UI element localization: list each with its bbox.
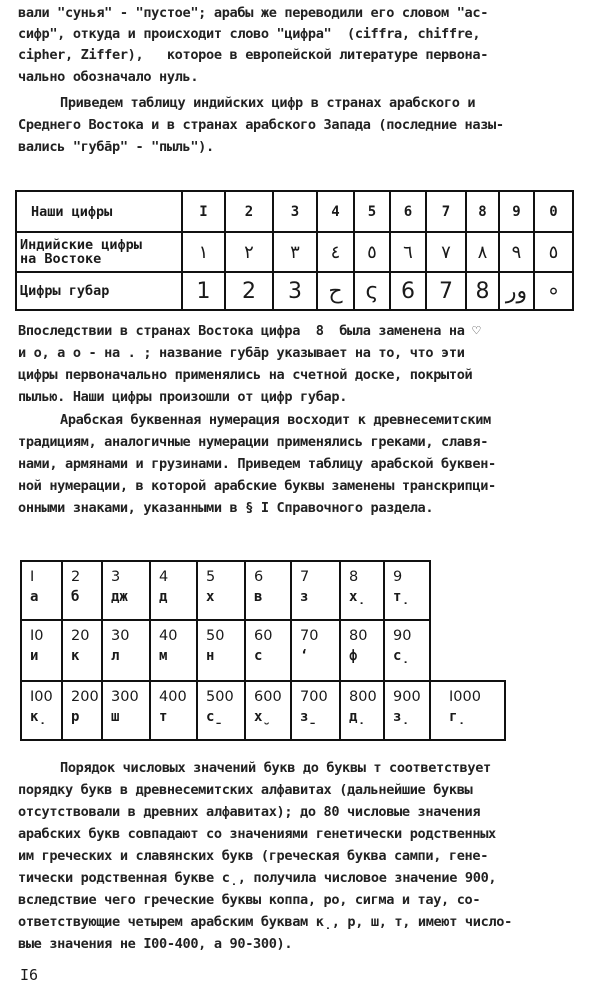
text-line: отсутствовали в древних алфавитах); до 80 числовые значения [18,804,481,820]
text-line: сифр", откуда и происходит слово "цифра" (ciffra, chiffre, [18,26,481,42]
text-line: нами, армянами и грузинами. Приведем таблицу арабской буквен- [18,456,496,472]
cell-number: 300 [111,689,139,705]
letters-table [20,560,506,741]
text-line: Приведем таблицу индийских цифр в странах арабского и [60,95,476,111]
cell-number: 8 [349,569,359,585]
cell-letter: дж [111,589,128,605]
table-cell: ٢ [225,232,273,272]
table-cell [102,620,150,681]
page-number: I6 [20,966,39,984]
cell-letter: д̣ [349,709,366,725]
table-cell: ٥ [354,232,390,272]
cell-number: 200 [71,689,99,705]
text-line: цифры первоначально применялись на счетной доске, покрытой [18,367,473,383]
table-cell: 2 [225,272,273,310]
cell-number: 6 [254,569,264,585]
text-line: традициям, аналогичные нумерации применялись греками, славя- [18,434,489,450]
table-cell: ١ [182,232,225,272]
table-cell [197,681,245,740]
cell-letter: к [71,648,80,664]
cell-letter: м [159,648,168,664]
table-cell: 9 [499,191,534,232]
cell-number: 500 [206,689,234,705]
cell-letter: х̣ [349,589,366,605]
table-cell [430,681,505,740]
cell-letter: з̣ [393,709,410,725]
cell-number: 7 [300,569,310,585]
table-cell [62,561,102,620]
cell-number: 90 [393,628,412,644]
table-cell [291,620,340,681]
table-cell: ٩ [499,232,534,272]
row-label: Цифры губар [16,272,182,310]
cell-letter: н [206,648,215,664]
cell-number: 700 [300,689,328,705]
cell-number: I0 [30,628,44,644]
table-cell: ς [354,272,390,310]
cell-number: 5 [206,569,216,585]
table-cell: 6 [390,272,426,310]
table-cell [102,561,150,620]
table-cell [21,561,62,620]
table-cell: I [182,191,225,232]
cell-number: 4 [159,569,169,585]
label-line: Индийские цифры [20,237,142,253]
text-line: ной нумерации, в которой арабские буквы заменены транскрипци- [18,478,496,494]
table-cell: ٦ [390,232,426,272]
text-line: Арабская буквенная нумерация восходит к древнесемитским [60,412,491,428]
table-cell: 8 [466,272,499,310]
cell-letter: х̮ [254,709,271,725]
cell-number: 60 [254,628,273,644]
text-line: им греческих и славянских букв (греческая буква сампи, гене- [18,848,489,864]
text-line: вали "сунья" - "пустое"; арабы же переводили его словом "ас- [18,5,489,21]
table-cell: 5 [354,191,390,232]
cell-letter: з̱ [300,709,317,725]
table-cell: ٤ [317,232,354,272]
cell-number: 70 [300,628,319,644]
table-cell: 8 [466,191,499,232]
table-cell: 3 [273,272,317,310]
table-cell [150,620,197,681]
row-label: Наши цифры [16,191,182,232]
table-cell [197,561,245,620]
cell-number: I00 [30,689,53,705]
cell-letter: т̣ [393,589,410,605]
table-cell: ∘ [534,272,573,310]
cell-number: 50 [206,628,225,644]
table-row [21,620,505,681]
text-line: чально обозначало нуль. [18,69,199,85]
table-cell: ح [317,272,354,310]
cell-letter: с̣ [393,648,410,664]
cell-letter: д [159,589,168,605]
cell-number: 20 [71,628,90,644]
table-row [21,561,505,620]
cell-letter: ʻ [300,648,309,664]
table-cell [62,681,102,740]
table-cell [384,620,430,681]
label-line: на Востоке [20,251,102,267]
table-cell [21,681,62,740]
table-cell: ٥ [534,232,573,272]
table-cell [291,681,340,740]
table-cell [340,620,384,681]
cell-letter: т [159,709,168,725]
cell-number: I000 [449,689,481,705]
text-line: вые значения не I00-400, а 90-300). [18,936,293,952]
cell-number: 9 [393,569,403,585]
table-cell [245,561,291,620]
table-cell: 3 [273,191,317,232]
cell-number: 30 [111,628,130,644]
text-line: cipher, Ziffer), которое в европейской литературе первона- [18,47,489,63]
row-label [16,232,182,272]
text-line: ответствующие четырем арабским буквам к̣, р, ш, т, имеют число- [18,914,512,930]
cell-letter: х [206,589,215,605]
cell-number: 80 [349,628,368,644]
cell-letter: г̣ [449,709,466,725]
cell-letter: и [30,648,39,664]
cell-number: 400 [159,689,187,705]
table-cell: ٣ [273,232,317,272]
table-cell: 4 [317,191,354,232]
cell-number: I [30,569,35,585]
table-cell [340,681,384,740]
table-row [21,681,505,740]
table-cell: 6 [390,191,426,232]
table-cell: 7 [426,191,466,232]
table-cell [21,620,62,681]
table-cell [197,620,245,681]
cell-letter: л [111,648,120,664]
digits-table [15,190,574,311]
table-cell: 1 [182,272,225,310]
cell-letter: р [71,709,80,725]
cell-letter: к̣ [30,709,47,725]
table-row [16,272,573,310]
table-cell [384,681,430,740]
cell-letter: с̱ [206,709,223,725]
table-cell [150,561,197,620]
cell-number: 900 [393,689,421,705]
cell-number: 2 [71,569,81,585]
table-cell [102,681,150,740]
text-line: Порядок числовых значений букв до буквы т соответствует [60,760,491,776]
text-line: пылью. Наши цифры произошли от цифр губар. [18,389,348,405]
cell-letter: а [30,589,39,605]
table-cell [291,561,340,620]
table-row [16,232,573,272]
table-cell: ٨ [466,232,499,272]
cell-number: 800 [349,689,377,705]
empty-cell [430,620,505,681]
text-line: онными знаками, указанными в § I Справочного раздела. [18,500,434,516]
table-cell [245,620,291,681]
table-cell [62,620,102,681]
table-cell [340,561,384,620]
text-line: арабских букв совпадают со значениями генетически родственных [18,826,496,842]
cell-letter: ф [349,648,358,664]
text-line: вследствие чего греческие буквы коппа, ро, сигма и тау, со- [18,892,481,908]
cell-letter: з [300,589,309,605]
table-cell: ور [499,272,534,310]
cell-number: 40 [159,628,178,644]
text-line: вались "губāр" - "пыль"). [18,139,214,155]
cell-number: 600 [254,689,282,705]
cell-number: 3 [111,569,121,585]
text-line: тически родственная букве с̣, получила числовое значение 900, [18,870,497,886]
text-line: порядку букв в древнесемитских алфавитах (дальнейшие буквы [18,782,473,798]
table-cell: 7 [426,272,466,310]
empty-cell [430,561,505,620]
cell-letter: в [254,589,263,605]
text-line: Впоследствии в странах Востока цифра 8 была заменена на ♡ [18,323,481,339]
table-row [16,191,573,232]
table-cell [245,681,291,740]
table-cell: 0 [534,191,573,232]
table-cell: 2 [225,191,273,232]
cell-letter: с [254,648,263,664]
table-cell [384,561,430,620]
text-line: и о, а о - на . ; название губāр указывает на то, что эти [18,345,465,361]
cell-letter: б [71,589,80,605]
cell-letter: ш [111,709,120,725]
table-cell [150,681,197,740]
text-line: Среднего Востока и в странах арабского Запада (последние назы- [18,117,504,133]
table-cell: ٧ [426,232,466,272]
